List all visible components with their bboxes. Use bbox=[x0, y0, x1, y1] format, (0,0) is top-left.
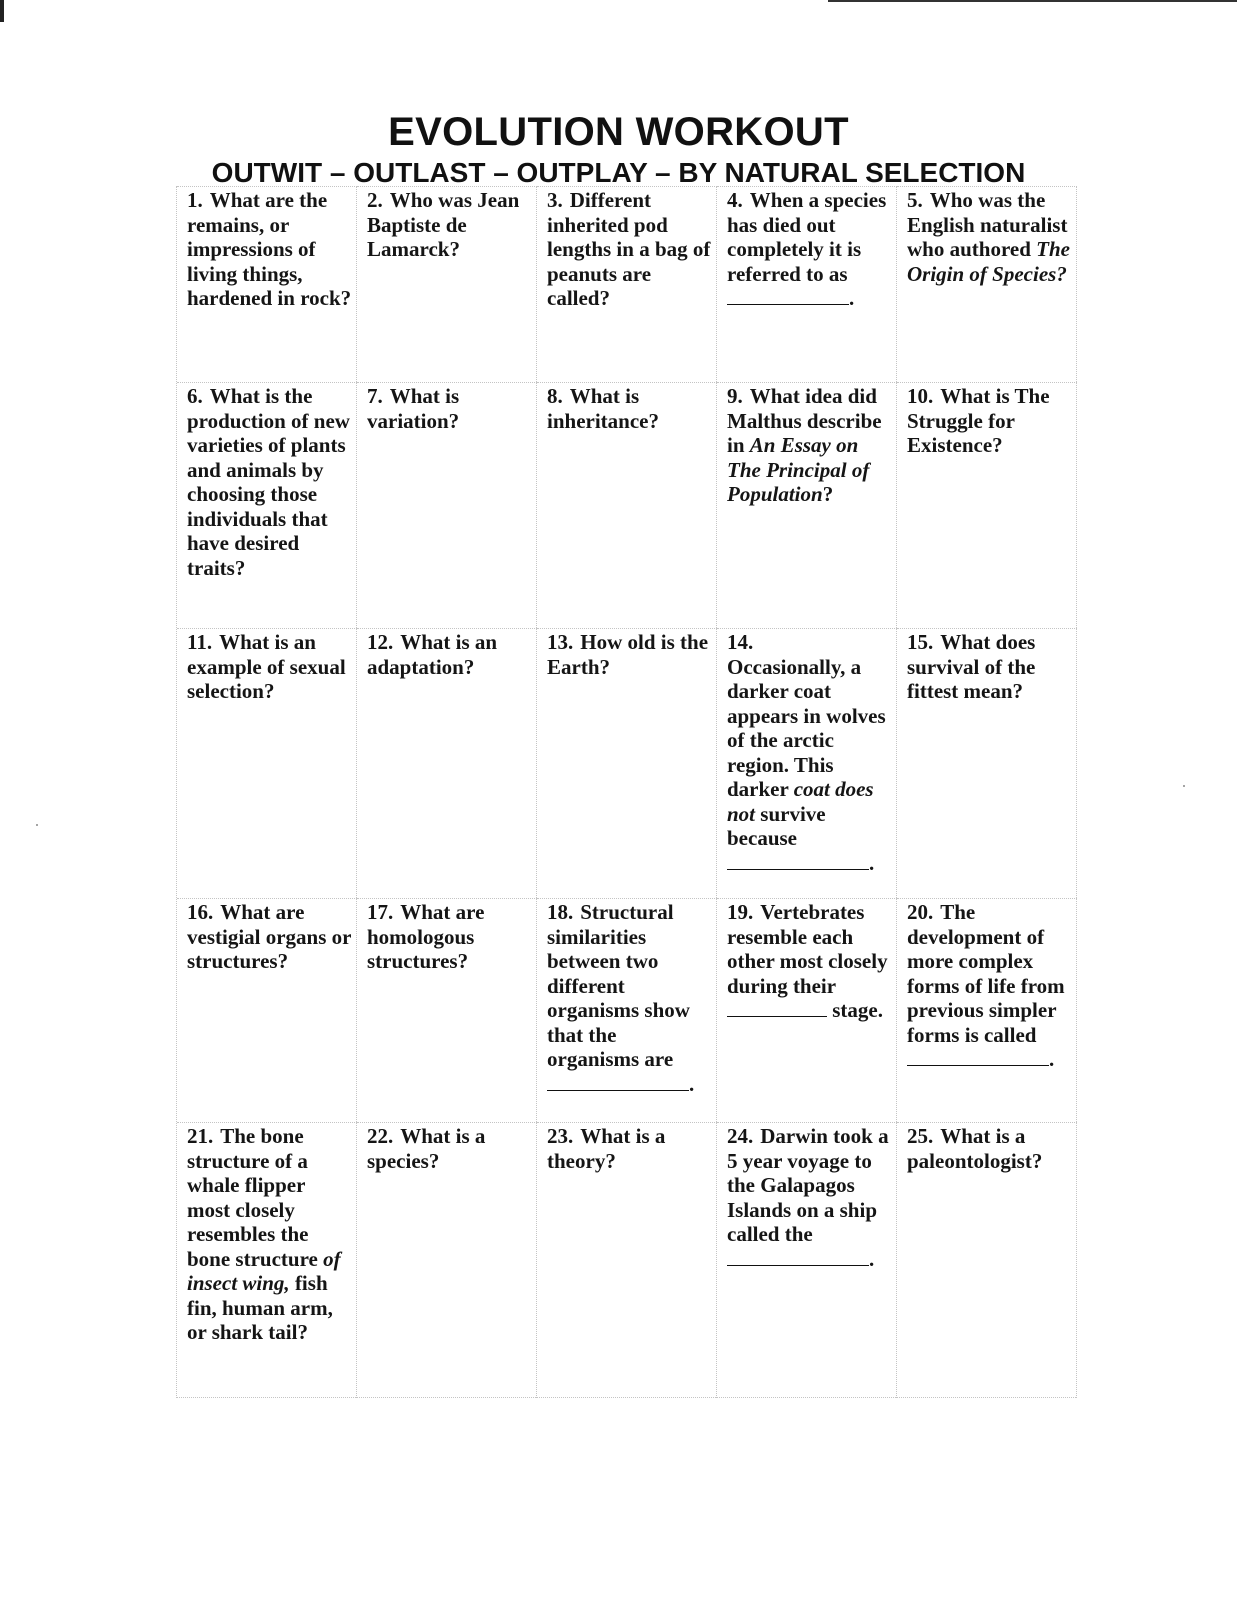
question-number: 3. bbox=[547, 188, 563, 212]
question-text: How old is the Earth? bbox=[547, 630, 709, 679]
question-text: Occasionally, a darker coat appears in wolves of the arctic region. This darker bbox=[727, 654, 886, 801]
question-cell bbox=[357, 898, 537, 1122]
question-text: What is an example of sexual selection? bbox=[187, 630, 346, 703]
answer-blank-punctuation: . bbox=[689, 1071, 695, 1096]
answer-blank bbox=[727, 852, 869, 870]
question-text: The development of more complex forms of life from previous simpler forms is called bbox=[907, 900, 1065, 1047]
question-cell bbox=[177, 186, 357, 382]
page-subtitle: OUTWIT – OUTLAST – OUTPLAY – BY NATURAL SELECTION bbox=[211, 157, 1026, 188]
question-text: What are homologous structures? bbox=[367, 900, 485, 973]
question-cell bbox=[537, 898, 717, 1122]
question-number: 12. bbox=[367, 630, 394, 654]
question-number: 2. bbox=[367, 188, 383, 212]
answer-blank bbox=[727, 287, 849, 305]
question-text: Structural similarities between two different organisms show that the organisms are bbox=[547, 900, 690, 1071]
question-text-end: ? bbox=[822, 482, 834, 506]
question-number: 5. bbox=[907, 188, 923, 212]
question-text-italic: of insect wing, bbox=[187, 1246, 341, 1295]
question-text-continued: fish fin, human arm, or shark tail? bbox=[187, 1271, 333, 1344]
question-number: 23. bbox=[547, 1124, 574, 1148]
question-text-continued: stage. bbox=[832, 998, 883, 1022]
question-number: 16. bbox=[187, 900, 214, 924]
question-number: 8. bbox=[547, 384, 563, 408]
question-number: 13. bbox=[547, 630, 574, 654]
question-text: What does survival of the fittest mean? bbox=[907, 630, 1036, 703]
question-text: What are vestigial organs or structures? bbox=[187, 900, 352, 973]
answer-blank-punctuation: . bbox=[869, 1246, 875, 1271]
question-number: 6. bbox=[187, 384, 203, 408]
question-cell bbox=[897, 382, 1077, 628]
question-cell bbox=[357, 382, 537, 628]
question-cell bbox=[537, 382, 717, 628]
question-text-italic: coat does not bbox=[727, 777, 874, 826]
answer-blank-punctuation: . bbox=[849, 286, 855, 310]
question-cell bbox=[717, 382, 897, 628]
question-cell bbox=[717, 628, 897, 898]
question-number: 18. bbox=[547, 900, 574, 924]
answer-blank-punctuation: . bbox=[869, 850, 875, 875]
question-text: Different inherited pod lengths in a bag of peanuts are called? bbox=[547, 188, 711, 310]
question-number: 19. bbox=[727, 900, 754, 924]
question-grid bbox=[176, 186, 1076, 1398]
question-cell bbox=[177, 1122, 357, 1398]
question-number: 17. bbox=[367, 900, 394, 924]
answer-blank bbox=[727, 999, 827, 1017]
question-text: What is a species? bbox=[367, 1124, 486, 1173]
question-number: 25. bbox=[907, 1124, 934, 1148]
question-cell bbox=[357, 186, 537, 382]
question-text: What idea did Malthus describe in bbox=[727, 384, 882, 457]
question-text: Who was the English naturalist who authored bbox=[907, 188, 1068, 261]
question-number: 4. bbox=[727, 188, 743, 212]
question-text: What is inheritance? bbox=[547, 384, 659, 433]
question-number: 22. bbox=[367, 1124, 394, 1148]
scan-speck bbox=[36, 824, 38, 826]
question-text: What is a theory? bbox=[547, 1124, 666, 1173]
question-cell bbox=[897, 186, 1077, 382]
scan-edge-mark bbox=[828, 0, 1237, 2]
book-title: The Origin of Species? bbox=[907, 237, 1070, 286]
question-cell bbox=[717, 1122, 897, 1398]
question-text: Vertebrates resemble each other most closely during their bbox=[727, 900, 888, 998]
question-cell bbox=[537, 1122, 717, 1398]
question-text: What is a paleontologist? bbox=[907, 1124, 1043, 1173]
question-text-continued: survive because bbox=[727, 801, 826, 850]
question-cell bbox=[897, 628, 1077, 898]
answer-blank bbox=[727, 1248, 869, 1266]
question-text: What is the production of new varieties of plants and animals by choosing those individuals that have desired traits? bbox=[187, 384, 350, 580]
scan-edge-mark bbox=[0, 0, 4, 22]
question-cell bbox=[177, 628, 357, 898]
question-text: When a species has died out completely it is referred to as bbox=[727, 188, 887, 286]
question-cell bbox=[897, 898, 1077, 1122]
question-text: What is The Struggle for Existence? bbox=[907, 384, 1050, 457]
question-cell bbox=[177, 382, 357, 628]
question-number: 14. bbox=[727, 630, 754, 654]
question-cell bbox=[537, 186, 717, 382]
question-number: 20. bbox=[907, 900, 934, 924]
question-number: 21. bbox=[187, 1124, 214, 1148]
question-cell bbox=[537, 628, 717, 898]
question-text: The bone structure of a whale flipper most closely resembles the bone structure bbox=[187, 1124, 318, 1271]
question-text: What is an adaptation? bbox=[367, 630, 498, 679]
question-text: Darwin took a 5 year voyage to the Galapagos Islands on a ship called the bbox=[727, 1124, 889, 1246]
scan-speck bbox=[1183, 785, 1185, 787]
question-number: 11. bbox=[187, 630, 213, 654]
page-title: EVOLUTION WORKOUT bbox=[388, 110, 849, 154]
question-cell bbox=[357, 628, 537, 898]
question-number: 15. bbox=[907, 630, 934, 654]
question-cell bbox=[717, 186, 897, 382]
question-number: 9. bbox=[727, 384, 743, 408]
question-cell bbox=[357, 1122, 537, 1398]
answer-blank bbox=[907, 1048, 1049, 1066]
question-cell bbox=[717, 898, 897, 1122]
question-number: 7. bbox=[367, 384, 383, 408]
book-title: An Essay on The Principal of Population bbox=[727, 433, 870, 506]
question-cell bbox=[177, 898, 357, 1122]
question-text: What is variation? bbox=[367, 384, 460, 433]
question-cell bbox=[897, 1122, 1077, 1398]
question-text: Who was Jean Baptiste de Lamarck? bbox=[367, 188, 520, 261]
question-number: 10. bbox=[907, 384, 934, 408]
answer-blank bbox=[547, 1073, 689, 1091]
question-number: 24. bbox=[727, 1124, 754, 1148]
question-number: 1. bbox=[187, 188, 203, 212]
answer-blank-punctuation: . bbox=[1049, 1047, 1055, 1071]
question-text: What are the remains, or impressions of living things, hardened in rock? bbox=[187, 188, 352, 310]
